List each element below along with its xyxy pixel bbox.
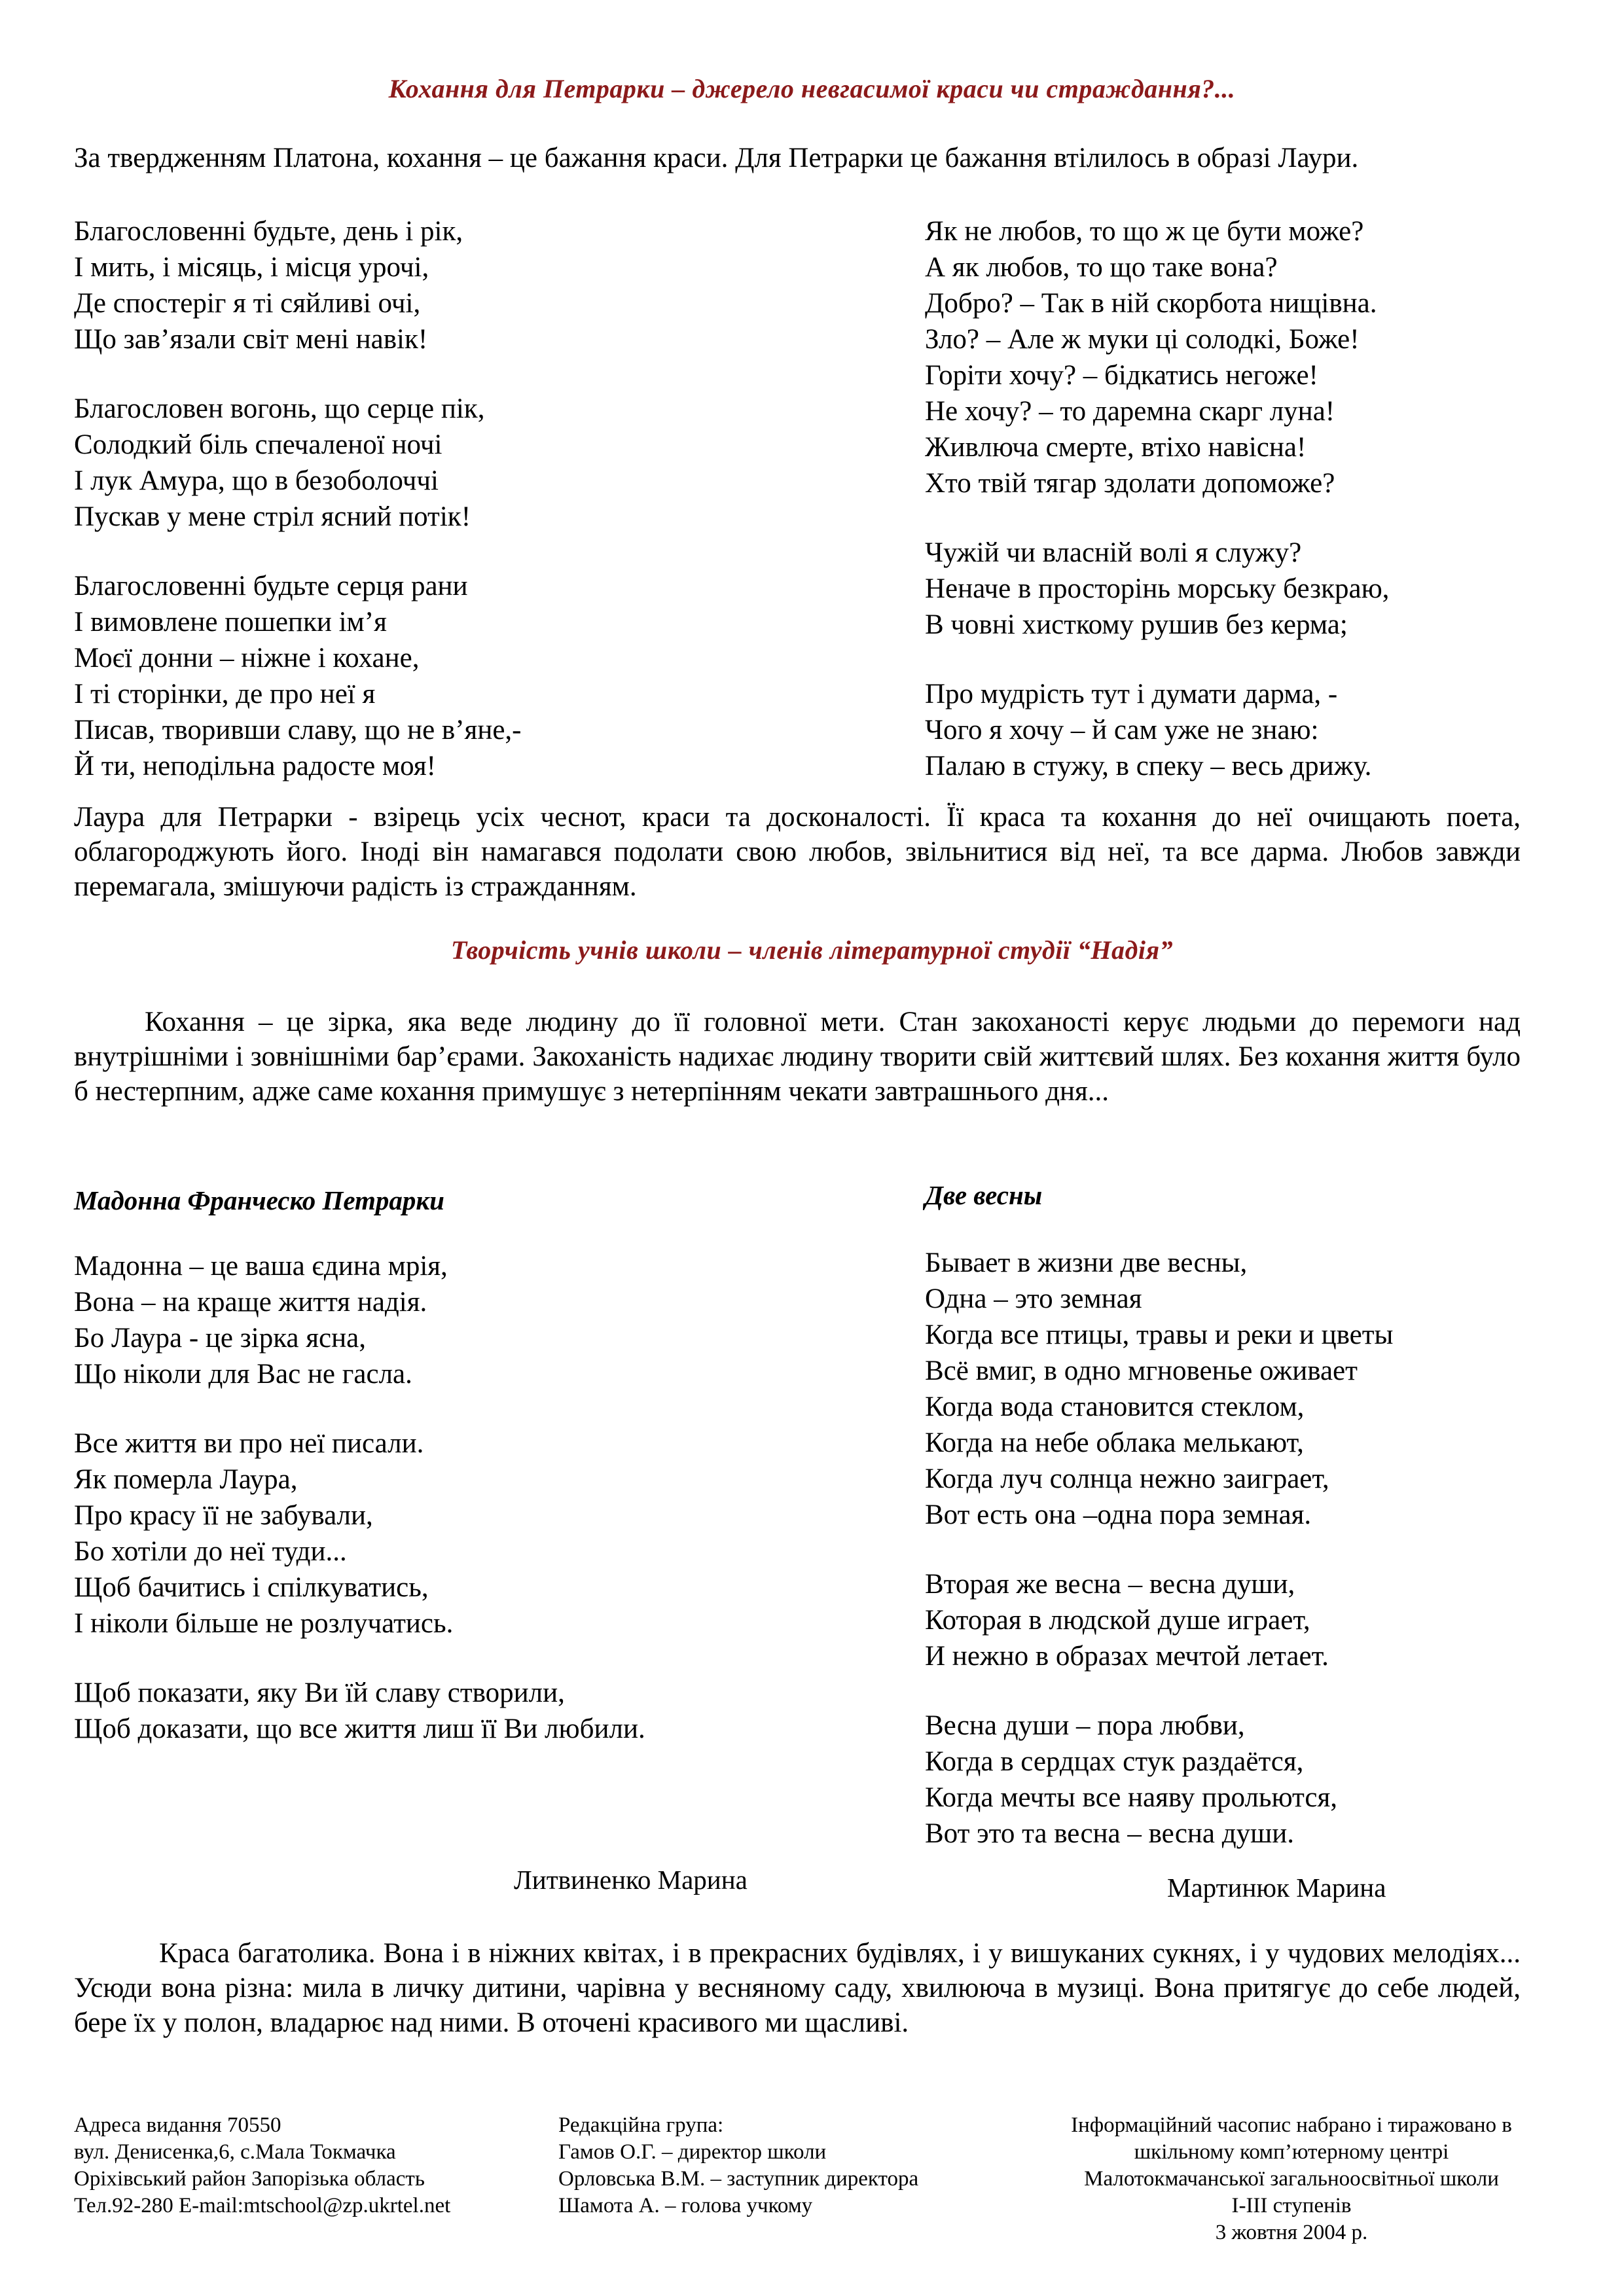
- stanza-gap: [74, 1641, 645, 1675]
- footer-line: Адреса видання 70550: [74, 2113, 281, 2137]
- stanza-gap: [74, 1392, 645, 1426]
- footer-line: І-ІІІ ступенів: [1231, 2194, 1352, 2217]
- poem-two-springs: [925, 1245, 1393, 1852]
- intro-paragraph: За твердженням Платона, кохання – це бажання краси. Для Петрарки це бажання втілилось в образі Лаури.: [74, 143, 1359, 173]
- footer-publication-info: [1030, 2112, 1553, 2246]
- verse-line: Добро? – Так в ній скорбота нищівна.: [925, 288, 1377, 319]
- verse-line: Щоб бачитись і спілкуватись,: [74, 1572, 429, 1603]
- verse-line: Когда все птицы, травы и реки и цветы: [925, 1319, 1394, 1350]
- section-title-studio: Творчість учнів школи – членів літературної студії “Надія”: [450, 935, 1174, 965]
- petrarch-sonnet-left: [74, 213, 522, 784]
- verse-line: Которая в людской душе играет,: [925, 1605, 1310, 1636]
- verse-line: Не хочу? – то даремна скарг луна!: [925, 396, 1335, 427]
- poem-title-madonna: Мадонна Франческо Петрарки: [74, 1185, 444, 1215]
- verse-line: Когда в сердцах стук раздаётся,: [925, 1746, 1304, 1777]
- footer-line: Редакційна група:: [558, 2113, 724, 2137]
- poem-title-two-springs: Две весны: [925, 1180, 1043, 1210]
- verse-line: Вот это та весна – весна души.: [925, 1818, 1295, 1849]
- verse-line: Вот есть она –одна пора земная.: [925, 1499, 1312, 1530]
- verse-line: Все життя ви про неї писали.: [74, 1428, 424, 1459]
- footer-line: Орловська В.М. – заступник директора: [558, 2167, 919, 2191]
- section-title-petrarch: Кохання для Петрарки – джерело невгасимої краси чи страждання?...: [388, 74, 1236, 103]
- verse-line: Як померла Лаура,: [74, 1464, 298, 1495]
- verse-line: Щоб показати, яку Ви їй славу створили,: [74, 1677, 565, 1708]
- verse-line: Когда луч солнца нежно заиграет,: [925, 1463, 1329, 1494]
- petrarch-sonnet-right: [925, 213, 1389, 784]
- verse-line: Бывает в жизни две весны,: [925, 1247, 1248, 1278]
- verse-line: Солодкий біль спечаленої ночі: [74, 429, 442, 460]
- verse-line: Чужій чи власній волі я служу?: [925, 537, 1302, 568]
- verse-line: Як не любов, то що ж це бути може?: [925, 216, 1364, 247]
- stanza-gap: [925, 1674, 1393, 1708]
- verse-line: Моєї донни – ніжне і кохане,: [74, 643, 420, 673]
- stanza-gap: [925, 643, 1389, 676]
- verse-line: А як любов, то що таке вона?: [925, 252, 1278, 283]
- footer-line: Шамота А. – голова учкому: [558, 2194, 813, 2217]
- verse-line: Вона – на краще життя надія.: [74, 1287, 427, 1318]
- author-martyniuk: Мартинюк Марина: [1167, 1873, 1386, 1903]
- verse-line: Пускав у мене стріл ясний потік!: [74, 501, 471, 532]
- footer-line: шкільному комп’ютерному центрі: [1134, 2140, 1449, 2164]
- verse-line: І ті сторінки, де про неї я: [74, 679, 376, 709]
- verse-line: Одна – это земная: [925, 1283, 1142, 1314]
- verse-line: Зло? – Але ж муки ці солодкі, Боже!: [925, 324, 1360, 355]
- conclusion-paragraph: Лаура для Петрарки - взірець усіх чеснот, краси та досконалості. Її краса та кохання до неї очищають поета, облагороджують його. Іноді він намагався подолати свою любов, звільнитися від неї, та все дарма. Любов завжди перемагала, змішуючи радість із стражданням.: [74, 802, 1521, 902]
- verse-line: Палаю в стужу, в спеку – весь дрижу.: [925, 751, 1372, 781]
- verse-line: Про мудрість тут і думати дарма, -: [925, 679, 1338, 709]
- closing-paragraph: Краса багатолика. Вона і в ніжних квітах, і в прекрасних будівлях, і у вишуканих сукнях, і у чудових мелодіях... Усюди вона різна: мила в личку дитини, чарівна у весняному саду, хвилююча в музиці. Вона притягує до себе людей, бере їх у полон, владарює над ними. В оточені красивого ми щасливі.: [74, 1938, 1521, 2038]
- verse-line: Благословенні будьте, день і рік,: [74, 216, 463, 247]
- verse-line: Живлюча смерте, втіхо навісна!: [925, 432, 1307, 463]
- verse-line: Неначе в просторінь морську безкраю,: [925, 573, 1390, 604]
- verse-line: Бо Лаура - це зірка ясна,: [74, 1323, 366, 1354]
- verse-line: Що ніколи для Вас не гасла.: [74, 1359, 412, 1390]
- verse-line: Благословен вогонь, що серце пік,: [74, 393, 485, 424]
- footer-line: Тел.92-280 E-mail:mtschool@zp.ukrtel.net: [74, 2194, 451, 2217]
- verse-line: І вимовлене пошепки ім’я: [74, 607, 387, 637]
- verse-line: Що зав’язали світ мені навік!: [74, 324, 428, 355]
- verse-line: Горіти хочу? – бідкатись негоже!: [925, 360, 1318, 391]
- verse-line: Про красу її не забували,: [74, 1500, 373, 1531]
- footer-line: 3 жовтня 2004 р.: [1215, 2221, 1368, 2244]
- verse-line: И нежно в образах мечтой летает.: [925, 1641, 1329, 1672]
- verse-line: Писав, творивши славу, що не в’яне,-: [74, 715, 522, 745]
- stanza-gap: [74, 535, 522, 568]
- stanza-gap: [925, 501, 1389, 535]
- verse-line: І мить, і місяць, і місця урочі,: [74, 252, 429, 283]
- author-litvinenko: Литвиненко Марина: [514, 1865, 748, 1895]
- footer-address: [74, 2112, 450, 2219]
- verse-line: Мадонна – це ваша єдина мрія,: [74, 1251, 448, 1282]
- verse-line: Хто твій тягар здолати допоможе?: [925, 468, 1335, 499]
- footer-line: Оріхівський район Запорізька область: [74, 2167, 425, 2191]
- verse-line: Де спостеріг я ті сяйливі очі,: [74, 288, 421, 319]
- verse-line: Вторая же весна – весна души,: [925, 1569, 1295, 1600]
- verse-line: І ніколи більше не розлучатись.: [74, 1608, 454, 1639]
- verse-line: Когда на небе облака мелькают,: [925, 1427, 1304, 1458]
- footer-line: вул. Денисенка,6, с.Мала Токмачка: [74, 2140, 396, 2164]
- footer-line: Гамов О.Г. – директор школи: [558, 2140, 827, 2164]
- stanza-gap: [74, 357, 522, 391]
- stanza-gap: [925, 1533, 1393, 1566]
- verse-line: Когда мечты все наяву прольются,: [925, 1782, 1337, 1813]
- footer-line: Інформаційний часопис набрано і тиражовано в: [1071, 2113, 1512, 2137]
- verse-line: Бо хотіли до неї туди...: [74, 1536, 347, 1567]
- verse-line: В човні хисткому рушив без керма;: [925, 609, 1348, 640]
- footer-editorial-group: [558, 2112, 918, 2219]
- studio-intro-paragraph: Кохання – це зірка, яка веде людину до її головної мети. Стан закоханості керує людьми до перемоги над внутрішніми і зовнішніми бар’єрами. Закоханість надихає людину творити свій життєвий шлях. Без кохання життя було б нестерпним, адже саме кохання примушує з нетерпінням чекати завтрашнього дня...: [74, 1007, 1521, 1107]
- footer-line: Малотокмачанської загальноосвітньої школи: [1084, 2167, 1499, 2191]
- verse-line: Весна души – пора любви,: [925, 1710, 1245, 1741]
- verse-line: Когда вода становится стеклом,: [925, 1391, 1305, 1422]
- verse-line: Всё вмиг, в одно мгновенье оживает: [925, 1355, 1358, 1386]
- verse-line: Благословенні будьте серця рани: [74, 571, 468, 601]
- poem-madonna: [74, 1248, 645, 1747]
- verse-line: Й ти, неподільна радосте моя!: [74, 751, 436, 781]
- verse-line: Чого я хочу – й сам уже не знаю:: [925, 715, 1319, 745]
- verse-line: Щоб доказати, що все життя лиш її Ви любили.: [74, 1713, 645, 1744]
- verse-line: І лук Амура, що в безоболоччі: [74, 465, 439, 496]
